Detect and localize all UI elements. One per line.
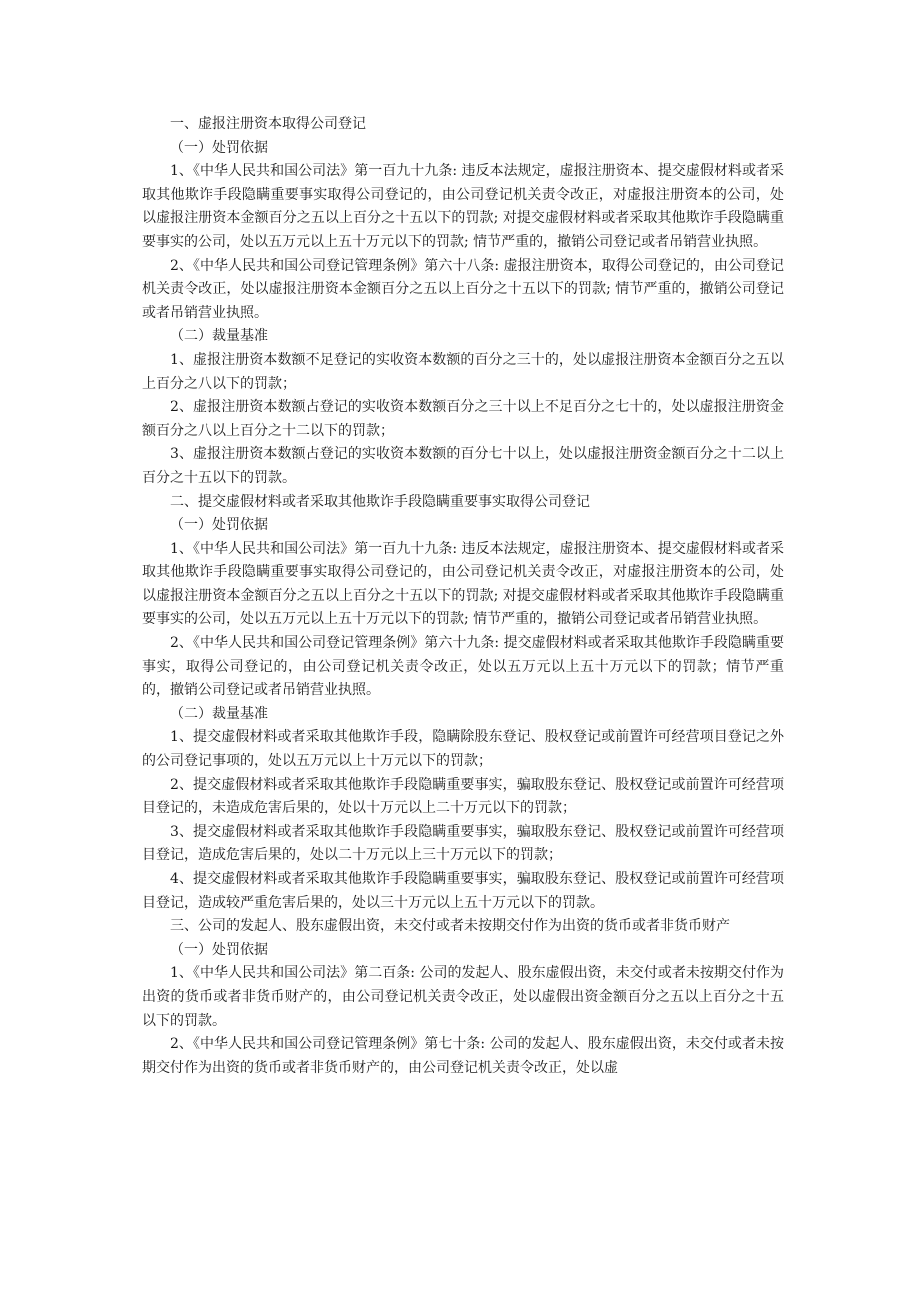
subsection-heading: （一）处罚依据 bbox=[170, 517, 268, 534]
paragraph: 2、《中华人民共和国公司登记管理条例》第六十九条: 提交虚假材料或者采取其他欺诈手段隐瞒重要事实，取得公司登记的，由公司登记机关责令改正，处以五万元以上五十万元以下的罚款；情节严重的，撤销公司登记或者吊销营业执照。 bbox=[142, 635, 784, 699]
paragraph: 2、《中华人民共和国公司登记管理条例》第六十八条: 虚报注册资本，取得公司登记的，由公司登记机关责令改正，处以虚报注册资本金额百分之五以上百分之十五以下的罚款; 情节严重的，撤销公司登记或者吊销营业执照。 bbox=[142, 257, 784, 321]
paragraph: 3、虚报注册资本数额占登记的实收资本数额的百分七十以上，处以虚报注册资金额百分之十二以上百分之十五以下的罚款。 bbox=[142, 446, 784, 486]
paragraph: 2、虚报注册资本数额占登记的实收资本数额百分之三十以上不足百分之七十的，处以虚报注册资金额百分之八以上百分之十二以下的罚款； bbox=[142, 399, 784, 439]
document-body bbox=[142, 113, 784, 1080]
paragraph: 1、《中华人民共和国公司法》第一百九十九条: 违反本法规定，虚报注册资本、提交虚假材料或者采取其他欺诈手段隐瞒重要事实取得公司登记的，由公司登记机关责令改正，对虚报注册资本的公司，处以虚报注册资本金额百分之五以上百分之十五以下的罚款; 对提交虚假材料或者采取其他欺诈手段隐瞒重要事实的公司，处以五万元以上五十万元以下的罚款; 情节严重的，撤销公司登记或者吊销营业执照。 bbox=[142, 163, 784, 250]
paragraph: 3、提交虚假材料或者采取其他欺诈手段隐瞒重要事实，骗取股东登记、股权登记或前置许可经营项目登记，造成危害后果的，处以二十万元以上三十万元以下的罚款； bbox=[142, 823, 784, 864]
subsection-heading: （二）裁量基准 bbox=[170, 328, 268, 345]
paragraph: 2、《中华人民共和国公司登记管理条例》第七十条: 公司的发起人、股东虚假出资，未交付或者未按期交付作为出资的货币或者非货币财产的，由公司登记机关责令改正，处以虚 bbox=[142, 1036, 784, 1076]
section-heading: 三、公司的发起人、股东虚假出资，未交付或者未按期交付作为出资的货币或者非货币财产 bbox=[170, 918, 730, 935]
paragraph: 4、提交虚假材料或者采取其他欺诈手段隐瞒重要事实，骗取股东登记、股权登记或前置许可经营项目登记，造成较严重危害后果的，处以三十万元以上五十万元以下的罚款。 bbox=[142, 871, 784, 911]
subsection-heading: （一）处罚依据 bbox=[170, 139, 268, 156]
paragraph: 1、提交虚假材料或者采取其他欺诈手段，隐瞒除股东登记、股权登记或前置许可经营项目登记之外的公司登记事项的，处以五万元以上十万元以下的罚款； bbox=[142, 729, 784, 770]
section-heading: 一、虚报注册资本取得公司登记 bbox=[170, 116, 366, 132]
section-heading: 二、提交虚假材料或者采取其他欺诈手段隐瞒重要事实取得公司登记 bbox=[170, 493, 590, 510]
paragraph: 2、提交虚假材料或者采取其他欺诈手段隐瞒重要事实，骗取股东登记、股权登记或前置许可经营项目登记的，未造成危害后果的，处以十万元以上二十万元以下的罚款； bbox=[142, 776, 784, 817]
paragraph: 1、《中华人民共和国公司法》第二百条: 公司的发起人、股东虚假出资，未交付或者未按期交付作为出资的货币或者非货币财产的，由公司登记机关责令改正，处以虚假出资金额百分之五以上百分之十五以下的罚款。 bbox=[142, 965, 784, 1029]
paragraph: 1、《中华人民共和国公司法》第一百九十九条: 违反本法规定，虚报注册资本、提交虚假材料或者采取其他欺诈手段隐瞒重要事实取得公司登记的，由公司登记机关责令改正，对虚报注册资本的公司，处以虚报注册资本金额百分之五以上百分之十五以下的罚款; 对提交虚假材料或者采取其他欺诈手段隐瞒重要事实的公司，处以五万元以上五十万元以下的罚款; 情节严重的，撤销公司登记或者吊销营业执照。 bbox=[142, 540, 784, 628]
paragraph: 1、虚报注册资本数额不足登记的实收资本数额的百分之三十的，处以虚报注册资本金额百分之五以上百分之八以下的罚款； bbox=[142, 351, 784, 392]
subsection-heading: （二）裁量基准 bbox=[170, 705, 268, 722]
subsection-heading: （一）处罚依据 bbox=[170, 941, 268, 958]
